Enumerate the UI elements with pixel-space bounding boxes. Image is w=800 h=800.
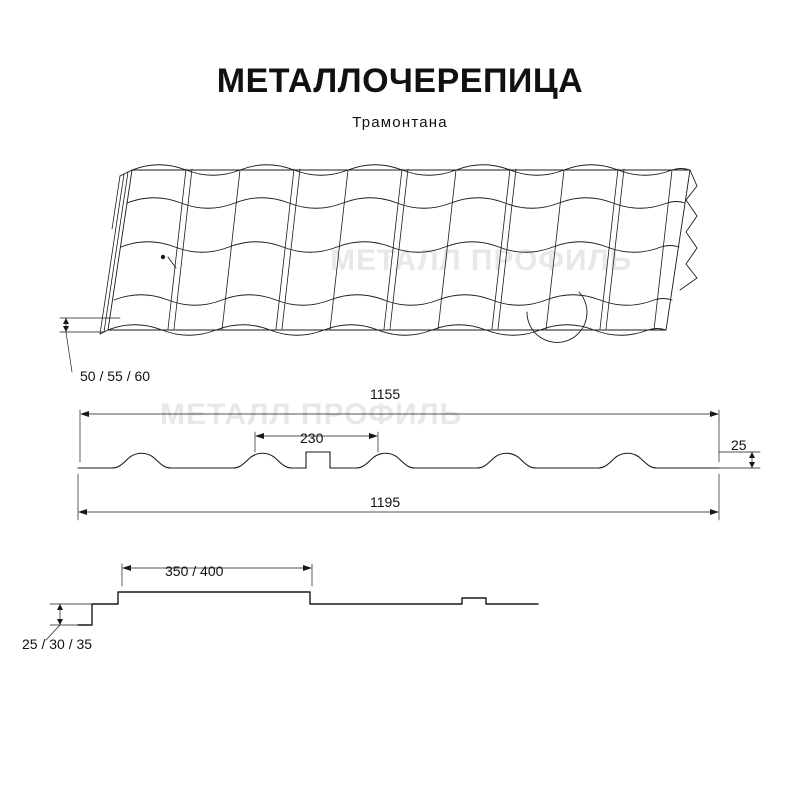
dimension-top-width: 1155 xyxy=(370,386,401,402)
perspective-view xyxy=(60,165,697,372)
dimension-step-length: 350 / 400 xyxy=(165,563,224,579)
page-title: МЕТАЛЛОЧЕРЕПИЦА xyxy=(216,62,584,100)
page-subtitle: Трамонтана xyxy=(352,114,448,131)
step-view xyxy=(78,592,538,625)
watermark-2: МЕТАЛЛ ПРОФИЛЬ xyxy=(160,398,463,431)
section-view xyxy=(78,452,719,468)
dimension-perspective-height: 50 / 55 / 60 xyxy=(80,368,151,384)
dimension-module: 230 xyxy=(300,430,324,446)
dimension-step-height: 25 / 30 / 35 xyxy=(22,636,93,652)
dimension-profile-height: 25 xyxy=(731,437,747,453)
section-dimensions xyxy=(78,410,760,520)
dimension-total-width: 1195 xyxy=(370,494,401,510)
watermark-1: МЕТАЛЛ ПРОФИЛЬ xyxy=(330,244,633,277)
